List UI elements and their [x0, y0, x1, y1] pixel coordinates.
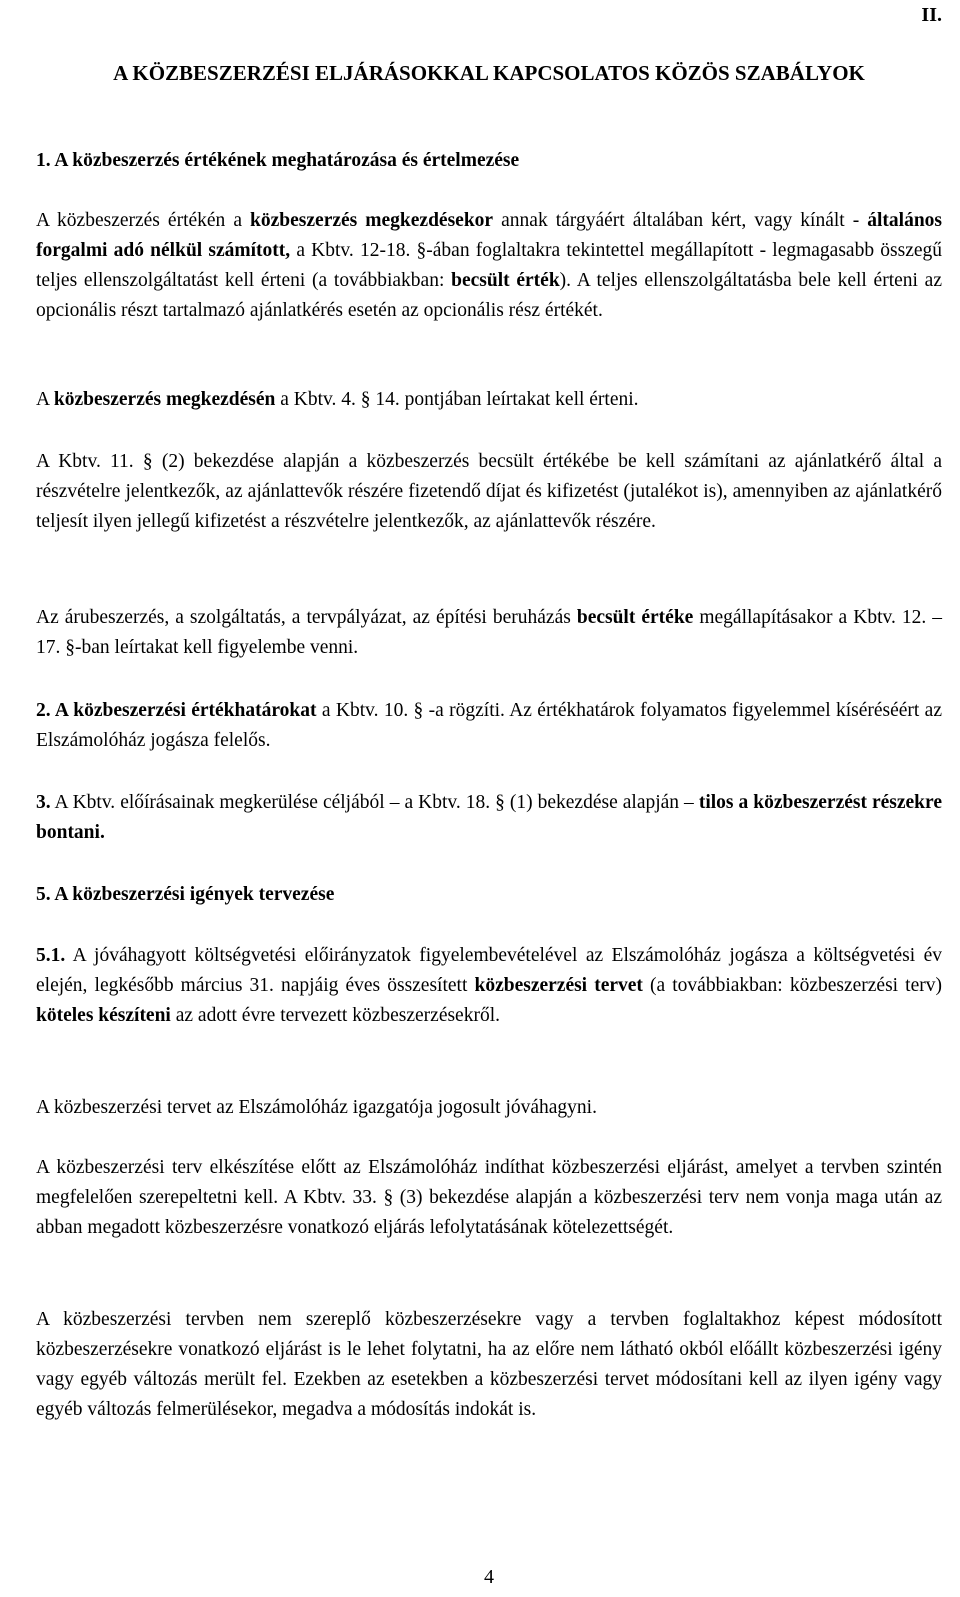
page-number: 4 — [484, 1566, 494, 1588]
chapter-title-text: A KÖZBESZERZÉSI ELJÁRÁSOKKAL KAPCSOLATOS KÖZÖS SZABÁLYOK — [113, 61, 865, 85]
chapter-title — [36, 57, 942, 90]
plan-paragraph — [36, 1153, 942, 1243]
plan-paragraph-part-1: A közbeszerzési terv elkészítése előtt az Elszámolóház indíthat közbeszerzési eljárást, amelyet a tervben szintén megfelelően szerepeltetni kell. — [36, 1157, 942, 1208]
section-5-1-paragraph: 5.1. A jóváhagyott költségvetési előirányzatok figyelembevételével az Elszámolóház jogásza a költségvetési év elején, legkésőbb március 31. napjáig éves összesített közbeszerzési tervet (a továbbiakban: közbeszerzési terv) köteles készíteni az adott évre tervezett közbeszerzésekről. — [36, 945, 942, 1026]
section-5-heading: 5. A közbeszerzési igények tervezése — [36, 884, 335, 905]
modification-paragraph: A közbeszerzési tervben nem szereplő közbeszerzésekre vagy a tervben foglaltakhoz képest módosított közbeszerzésekre vonatkozó eljárást is le lehet folytatni, ha az előre nem látható okból előállt közbeszerzési igény vagy egyéb változás merült fel. Ezekben az esetekben a közbeszerzési tervet módosítani kell az ilyen igény vagy egyéb változás felmerülésekor, megadva a módosítás indokát is. — [36, 1309, 942, 1420]
approval-paragraph: A közbeszerzési tervet az Elszámolóház igazgatója jogosult jóváhagyni. — [36, 1097, 597, 1118]
section-1-heading: 1. A közbeszerzés értékének meghatározása és értelmezése — [36, 150, 520, 171]
section-1-paragraph-3: A Kbtv. 11. § (2) bekezdése alapján a közbeszerzés becsült értékébe be kell számítani az ajánlatkérő által a részvételre jelentkezők, az ajánlattevők részére fizetendő díjat és kifizetést (jutalékot is), amennyiben az ajánlatkérő teljesít ilyen jellegű kifizetést a részvételre jelentkezők, az ajánlattevők részére. — [36, 451, 942, 532]
section-3-paragraph: 3. A Kbtv. előírásainak megkerülése céljából – a Kbtv. 18. § (1) bekezdése alapján – tilos a közbeszerzést részekre bontani. — [36, 792, 942, 843]
section-1-paragraph-1: A közbeszerzés értékén a közbeszerzés megkezdésekor annak tárgyáért általában kért, vagy kínált - általános forgalmi adó nélkül számított, a Kbtv. 12-18. §-ában foglaltakra tekintettel megállapított - legmagasabb összegű teljes ellenszolgáltatást kell érteni (a továbbiakban: becsült érték). A teljes ellenszolgáltatásba bele kell érteni az opcionális részt tartalmazó ajánlatkérés esetén az opcionális rész értékét. — [36, 210, 943, 321]
plan-paragraph-part-2: A Kbtv. 33. § (3) bekezdése alapján a közbeszerzési terv nem vonja maga után az abban megadott közbeszerzésre vonatkozó eljárás lefolytatásának kötelezettségét. — [36, 1187, 942, 1238]
section-1-paragraph-4: Az árubeszerzés, a szolgáltatás, a tervpályázat, az építési beruházás becsült értéke megállapításakor a Kbtv. 12. – 17. §-ban leírtakat kell figyelembe venni. — [36, 607, 943, 658]
section-1-paragraph-2: A közbeszerzés megkezdésén a Kbtv. 4. § 14. pontjában leírtakat kell érteni. — [36, 389, 639, 410]
section-2-paragraph: 2. A közbeszerzési értékhatárokat a Kbtv. 10. § -a rögzíti. Az értékhatárok folyamatos figyelemmel kíséréséért az Elszámolóház jogásza felelős. — [36, 700, 942, 751]
chapter-number: II. — [921, 4, 942, 26]
